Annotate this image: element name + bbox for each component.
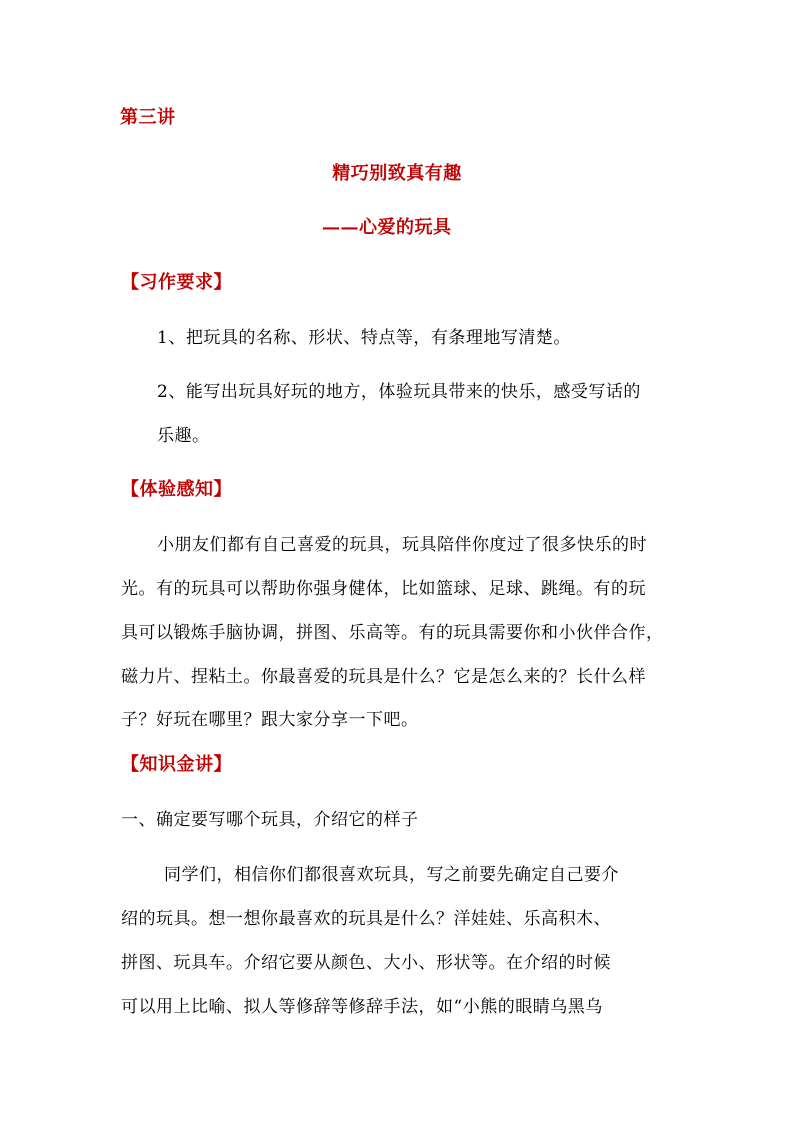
section-heading-requirements: 【习作要求】 bbox=[121, 272, 232, 293]
lecture-label: 第三讲 bbox=[120, 107, 176, 128]
requirement-item-2-continued: 乐趣。 bbox=[157, 426, 210, 446]
knowledge-point-heading: 一、确定要写哪个玩具，介绍它的样子 bbox=[121, 810, 419, 830]
experience-paragraph-line: 具可以锻炼手脑协调，拼图、乐高等。有的玩具需要你和小伙伴合作， bbox=[121, 623, 664, 643]
document-subtitle: ——心爱的玩具 bbox=[322, 217, 452, 238]
knowledge-paragraph-line: 同学们，相信你们都很喜欢玩具，写之前要先确定自己要介 bbox=[164, 865, 619, 885]
experience-paragraph-line: 光。有的玩具可以帮助你强身健体，比如篮球、足球、跳绳。有的玩 bbox=[121, 579, 646, 599]
section-heading-knowledge: 【知识金讲】 bbox=[121, 754, 232, 775]
knowledge-paragraph-line: 绍的玩具。想一想你最喜欢的玩具是什么？洋娃娃、乐高积木、 bbox=[121, 909, 611, 929]
requirement-item-1: 1、把玩具的名称、形状、特点等，有条理地写清楚。 bbox=[157, 328, 571, 348]
document-title: 精巧别致真有趣 bbox=[332, 163, 462, 184]
section-heading-experience: 【体验感知】 bbox=[121, 479, 232, 500]
knowledge-paragraph-line: 拼图、玩具车。介绍它要从颜色、大小、形状等。在介绍的时候 bbox=[121, 953, 611, 973]
experience-paragraph-line: 子？好玩在哪里？跟大家分享一下吧。 bbox=[121, 710, 419, 730]
requirement-item-2: 2、能写出玩具好玩的地方，体验玩具带来的快乐，感受写话的 bbox=[157, 382, 641, 402]
knowledge-paragraph-line: 可以用上比喻、拟人等修辞等修辞手法，如“小熊的眼睛乌黑乌 bbox=[121, 997, 603, 1017]
experience-paragraph-line: 磁力片、捏粘土。你最喜爱的玩具是什么？它是怎么来的？长什么样 bbox=[121, 667, 646, 687]
experience-paragraph-line: 小朋友们都有自己喜爱的玩具，玩具陪伴你度过了很多快乐的时 bbox=[157, 535, 647, 555]
